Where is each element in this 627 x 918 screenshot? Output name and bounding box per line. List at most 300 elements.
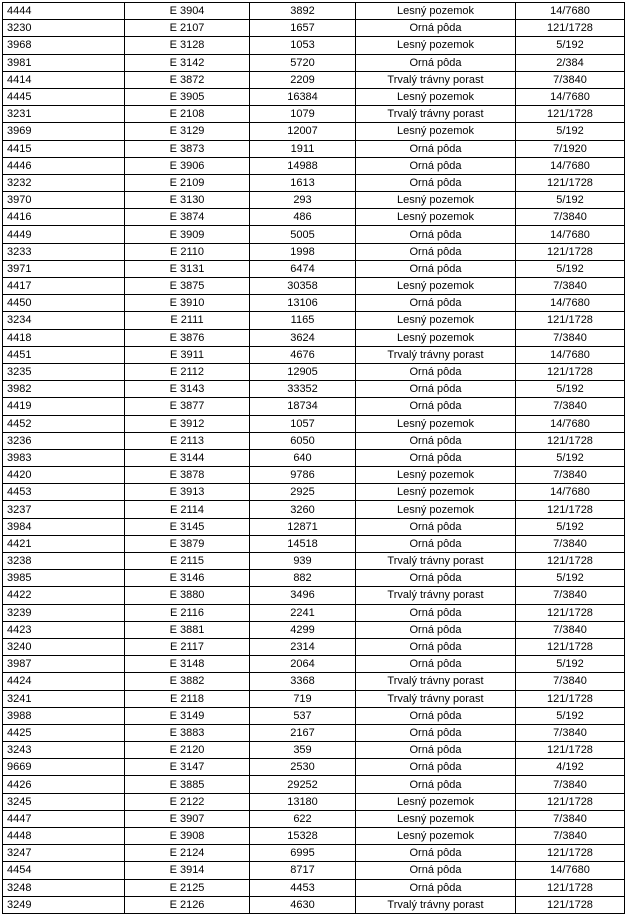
- share-cell: 7/3840: [516, 810, 625, 827]
- land-type-cell: Lesný pozemok: [356, 123, 516, 140]
- table-row: [3, 226, 625, 243]
- land-type-cell: Orná pôda: [356, 879, 516, 896]
- parcel-number-cell: 4454: [3, 862, 125, 879]
- table-row: [3, 776, 625, 793]
- parcel-id-cell: E 3872: [125, 71, 250, 88]
- land-type-cell: Lesný pozemok: [356, 312, 516, 329]
- share-cell: 5/192: [516, 656, 625, 673]
- land-type-cell: Lesný pozemok: [356, 278, 516, 295]
- area-cell: 15328: [250, 828, 356, 845]
- land-type-cell: Orná pôda: [356, 621, 516, 638]
- parcel-number-cell: 4448: [3, 828, 125, 845]
- parcel-number-cell: 3985: [3, 570, 125, 587]
- parcel-id-cell: E 3880: [125, 587, 250, 604]
- table-row: [3, 879, 625, 896]
- share-cell: 121/1728: [516, 432, 625, 449]
- area-cell: 5720: [250, 54, 356, 71]
- share-cell: 7/3840: [516, 535, 625, 552]
- share-cell: 14/7680: [516, 157, 625, 174]
- parcel-id-cell: E 3914: [125, 862, 250, 879]
- table-row: [3, 656, 625, 673]
- parcel-number-cell: 3982: [3, 381, 125, 398]
- area-cell: 4453: [250, 879, 356, 896]
- share-cell: 121/1728: [516, 690, 625, 707]
- share-cell: 7/3840: [516, 71, 625, 88]
- table-row: [3, 793, 625, 810]
- table-row: [3, 845, 625, 862]
- area-cell: 3892: [250, 3, 356, 20]
- table-row: [3, 724, 625, 741]
- parcel-id-cell: E 3913: [125, 484, 250, 501]
- land-type-cell: Orná pôda: [356, 174, 516, 191]
- parcel-number-cell: 4453: [3, 484, 125, 501]
- land-type-cell: Lesný pozemok: [356, 415, 516, 432]
- area-cell: 4630: [250, 896, 356, 913]
- land-type-cell: Orná pôda: [356, 20, 516, 37]
- parcel-id-cell: E 3911: [125, 346, 250, 363]
- parcel-number-cell: 3970: [3, 192, 125, 209]
- land-type-cell: Trvalý trávny porast: [356, 673, 516, 690]
- parcel-id-cell: E 3129: [125, 123, 250, 140]
- table-row: [3, 37, 625, 54]
- parcel-id-cell: E 3147: [125, 759, 250, 776]
- parcel-number-cell: 4421: [3, 535, 125, 552]
- table-row: [3, 3, 625, 20]
- area-cell: 3496: [250, 587, 356, 604]
- parcel-id-cell: E 3910: [125, 295, 250, 312]
- table-row: [3, 810, 625, 827]
- area-cell: 16384: [250, 88, 356, 105]
- area-cell: 3260: [250, 501, 356, 518]
- land-type-cell: Lesný pozemok: [356, 467, 516, 484]
- land-type-cell: Orná pôda: [356, 742, 516, 759]
- area-cell: 12871: [250, 518, 356, 535]
- parcel-number-cell: 3239: [3, 604, 125, 621]
- land-type-cell: Orná pôda: [356, 724, 516, 741]
- table-row: [3, 828, 625, 845]
- parcel-id-cell: E 2122: [125, 793, 250, 810]
- share-cell: 121/1728: [516, 20, 625, 37]
- parcel-number-cell: 3988: [3, 707, 125, 724]
- parcel-number-cell: 4418: [3, 329, 125, 346]
- parcel-number-cell: 4450: [3, 295, 125, 312]
- table-row: [3, 467, 625, 484]
- table-row: [3, 192, 625, 209]
- parcel-number-cell: 3969: [3, 123, 125, 140]
- parcel-id-cell: E 2126: [125, 896, 250, 913]
- share-cell: 121/1728: [516, 106, 625, 123]
- parcel-id-cell: E 2124: [125, 845, 250, 862]
- share-cell: 121/1728: [516, 896, 625, 913]
- area-cell: 1911: [250, 140, 356, 157]
- parcel-id-cell: E 3878: [125, 467, 250, 484]
- parcel-id-cell: E 2113: [125, 432, 250, 449]
- parcel-number-cell: 4425: [3, 724, 125, 741]
- land-type-cell: Orná pôda: [356, 260, 516, 277]
- share-cell: 121/1728: [516, 501, 625, 518]
- table-row: [3, 862, 625, 879]
- share-cell: 7/3840: [516, 587, 625, 604]
- area-cell: 29252: [250, 776, 356, 793]
- parcel-number-cell: 3236: [3, 432, 125, 449]
- area-cell: 1613: [250, 174, 356, 191]
- area-cell: 1657: [250, 20, 356, 37]
- parcel-id-cell: E 3909: [125, 226, 250, 243]
- share-cell: 121/1728: [516, 363, 625, 380]
- table-row: [3, 432, 625, 449]
- share-cell: 7/3840: [516, 621, 625, 638]
- share-cell: 121/1728: [516, 312, 625, 329]
- land-type-cell: Lesný pozemok: [356, 793, 516, 810]
- share-cell: 5/192: [516, 570, 625, 587]
- area-cell: 13106: [250, 295, 356, 312]
- share-cell: 14/7680: [516, 484, 625, 501]
- parcel-number-cell: 3237: [3, 501, 125, 518]
- parcel-number-cell: 3230: [3, 20, 125, 37]
- parcel-id-cell: E 3130: [125, 192, 250, 209]
- parcel-number-cell: 3971: [3, 260, 125, 277]
- share-cell: 7/1920: [516, 140, 625, 157]
- land-type-cell: Orná pôda: [356, 604, 516, 621]
- land-type-cell: Orná pôda: [356, 140, 516, 157]
- parcel-number-cell: 3248: [3, 879, 125, 896]
- land-type-cell: Orná pôda: [356, 862, 516, 879]
- table-row: [3, 363, 625, 380]
- table-row: [3, 381, 625, 398]
- land-type-cell: Orná pôda: [356, 845, 516, 862]
- table-row: [3, 501, 625, 518]
- land-type-cell: Orná pôda: [356, 295, 516, 312]
- parcel-id-cell: E 3882: [125, 673, 250, 690]
- parcel-id-cell: E 2112: [125, 363, 250, 380]
- land-type-cell: Orná pôda: [356, 570, 516, 587]
- table-row: [3, 673, 625, 690]
- share-cell: 14/7680: [516, 862, 625, 879]
- table-row: [3, 742, 625, 759]
- land-type-cell: Trvalý trávny porast: [356, 896, 516, 913]
- share-cell: 7/3840: [516, 278, 625, 295]
- parcel-table-body: [3, 3, 625, 914]
- parcel-number-cell: 3984: [3, 518, 125, 535]
- share-cell: 14/7680: [516, 226, 625, 243]
- table-row: [3, 329, 625, 346]
- parcel-id-cell: E 3905: [125, 88, 250, 105]
- land-type-cell: Orná pôda: [356, 449, 516, 466]
- area-cell: 13180: [250, 793, 356, 810]
- share-cell: 5/192: [516, 518, 625, 535]
- table-row: [3, 260, 625, 277]
- table-row: [3, 54, 625, 71]
- share-cell: 121/1728: [516, 604, 625, 621]
- land-type-cell: Trvalý trávny porast: [356, 106, 516, 123]
- land-type-cell: Trvalý trávny porast: [356, 71, 516, 88]
- area-cell: 5005: [250, 226, 356, 243]
- parcel-number-cell: 4417: [3, 278, 125, 295]
- parcel-id-cell: E 2125: [125, 879, 250, 896]
- parcel-id-cell: E 3907: [125, 810, 250, 827]
- parcel-number-cell: 4445: [3, 88, 125, 105]
- share-cell: 121/1728: [516, 845, 625, 862]
- parcel-id-cell: E 2120: [125, 742, 250, 759]
- parcel-number-cell: 4424: [3, 673, 125, 690]
- parcel-id-cell: E 3875: [125, 278, 250, 295]
- area-cell: 939: [250, 553, 356, 570]
- land-type-cell: Orná pôda: [356, 243, 516, 260]
- area-cell: 3368: [250, 673, 356, 690]
- share-cell: 7/3840: [516, 673, 625, 690]
- parcel-id-cell: E 3906: [125, 157, 250, 174]
- area-cell: 719: [250, 690, 356, 707]
- parcel-id-cell: E 2114: [125, 501, 250, 518]
- parcel-id-cell: E 3128: [125, 37, 250, 54]
- table-row: [3, 278, 625, 295]
- area-cell: 359: [250, 742, 356, 759]
- share-cell: 121/1728: [516, 174, 625, 191]
- parcel-number-cell: 3238: [3, 553, 125, 570]
- land-type-cell: Orná pôda: [356, 381, 516, 398]
- table-row: [3, 123, 625, 140]
- land-type-cell: Lesný pozemok: [356, 88, 516, 105]
- parcel-table: [2, 2, 625, 914]
- share-cell: 2/384: [516, 54, 625, 71]
- parcel-id-cell: E 2116: [125, 604, 250, 621]
- area-cell: 18734: [250, 398, 356, 415]
- table-row: [3, 570, 625, 587]
- land-type-cell: Orná pôda: [356, 398, 516, 415]
- parcel-id-cell: E 2107: [125, 20, 250, 37]
- parcel-number-cell: 4420: [3, 467, 125, 484]
- table-row: [3, 346, 625, 363]
- area-cell: 1053: [250, 37, 356, 54]
- parcel-number-cell: 3241: [3, 690, 125, 707]
- parcel-id-cell: E 3873: [125, 140, 250, 157]
- parcel-id-cell: E 3877: [125, 398, 250, 415]
- area-cell: 4676: [250, 346, 356, 363]
- parcel-id-cell: E 2115: [125, 553, 250, 570]
- parcel-number-cell: 4452: [3, 415, 125, 432]
- area-cell: 8717: [250, 862, 356, 879]
- share-cell: 5/192: [516, 123, 625, 140]
- area-cell: 30358: [250, 278, 356, 295]
- parcel-id-cell: E 3143: [125, 381, 250, 398]
- parcel-id-cell: E 2108: [125, 106, 250, 123]
- table-row: [3, 587, 625, 604]
- area-cell: 2167: [250, 724, 356, 741]
- table-row: [3, 707, 625, 724]
- share-cell: 14/7680: [516, 346, 625, 363]
- share-cell: 7/3840: [516, 398, 625, 415]
- parcel-number-cell: 9669: [3, 759, 125, 776]
- area-cell: 2925: [250, 484, 356, 501]
- land-type-cell: Lesný pozemok: [356, 37, 516, 54]
- share-cell: 5/192: [516, 260, 625, 277]
- table-row: [3, 604, 625, 621]
- land-type-cell: Orná pôda: [356, 226, 516, 243]
- parcel-id-cell: E 2110: [125, 243, 250, 260]
- land-type-cell: Lesný pozemok: [356, 192, 516, 209]
- share-cell: 5/192: [516, 449, 625, 466]
- share-cell: 5/192: [516, 37, 625, 54]
- parcel-id-cell: E 2109: [125, 174, 250, 191]
- area-cell: 1057: [250, 415, 356, 432]
- parcel-id-cell: E 3912: [125, 415, 250, 432]
- parcel-number-cell: 3245: [3, 793, 125, 810]
- share-cell: 14/7680: [516, 295, 625, 312]
- table-row: [3, 295, 625, 312]
- table-row: [3, 518, 625, 535]
- parcel-id-cell: E 3142: [125, 54, 250, 71]
- share-cell: 7/3840: [516, 329, 625, 346]
- parcel-number-cell: 3233: [3, 243, 125, 260]
- land-type-cell: Trvalý trávny porast: [356, 690, 516, 707]
- table-row: [3, 174, 625, 191]
- table-row: [3, 415, 625, 432]
- share-cell: 121/1728: [516, 793, 625, 810]
- area-cell: 6050: [250, 432, 356, 449]
- area-cell: 33352: [250, 381, 356, 398]
- share-cell: 7/3840: [516, 828, 625, 845]
- parcel-id-cell: E 3148: [125, 656, 250, 673]
- area-cell: 3624: [250, 329, 356, 346]
- table-row: [3, 71, 625, 88]
- land-type-cell: Orná pôda: [356, 54, 516, 71]
- table-row: [3, 484, 625, 501]
- table-row: [3, 398, 625, 415]
- share-cell: 121/1728: [516, 553, 625, 570]
- area-cell: 882: [250, 570, 356, 587]
- table-row: [3, 621, 625, 638]
- land-type-cell: Orná pôda: [356, 656, 516, 673]
- area-cell: 6995: [250, 845, 356, 862]
- land-type-cell: Orná pôda: [356, 776, 516, 793]
- parcel-id-cell: E 3144: [125, 449, 250, 466]
- land-type-cell: Orná pôda: [356, 518, 516, 535]
- area-cell: 9786: [250, 467, 356, 484]
- share-cell: 14/7680: [516, 415, 625, 432]
- share-cell: 121/1728: [516, 243, 625, 260]
- land-type-cell: Lesný pozemok: [356, 484, 516, 501]
- parcel-id-cell: E 3874: [125, 209, 250, 226]
- share-cell: 14/7680: [516, 3, 625, 20]
- area-cell: 1165: [250, 312, 356, 329]
- share-cell: 5/192: [516, 707, 625, 724]
- table-row: [3, 759, 625, 776]
- share-cell: 7/3840: [516, 776, 625, 793]
- share-cell: 121/1728: [516, 742, 625, 759]
- table-row: [3, 553, 625, 570]
- parcel-id-cell: E 3149: [125, 707, 250, 724]
- parcel-id-cell: E 3146: [125, 570, 250, 587]
- land-type-cell: Trvalý trávny porast: [356, 587, 516, 604]
- table-row: [3, 106, 625, 123]
- share-cell: 14/7680: [516, 88, 625, 105]
- area-cell: 2064: [250, 656, 356, 673]
- parcel-number-cell: 4423: [3, 621, 125, 638]
- land-type-cell: Trvalý trávny porast: [356, 346, 516, 363]
- share-cell: 4/192: [516, 759, 625, 776]
- area-cell: 6474: [250, 260, 356, 277]
- parcel-number-cell: 4414: [3, 71, 125, 88]
- parcel-number-cell: 4447: [3, 810, 125, 827]
- table-row: [3, 896, 625, 913]
- parcel-number-cell: 3987: [3, 656, 125, 673]
- share-cell: 121/1728: [516, 879, 625, 896]
- parcel-number-cell: 3240: [3, 638, 125, 655]
- parcel-id-cell: E 3879: [125, 535, 250, 552]
- table-row: [3, 140, 625, 157]
- parcel-id-cell: E 2118: [125, 690, 250, 707]
- parcel-number-cell: 3243: [3, 742, 125, 759]
- area-cell: 293: [250, 192, 356, 209]
- share-cell: 7/3840: [516, 209, 625, 226]
- parcel-id-cell: E 3908: [125, 828, 250, 845]
- land-type-cell: Orná pôda: [356, 432, 516, 449]
- parcel-id-cell: E 2111: [125, 312, 250, 329]
- land-type-cell: Lesný pozemok: [356, 828, 516, 845]
- parcel-id-cell: E 2117: [125, 638, 250, 655]
- parcel-id-cell: E 3881: [125, 621, 250, 638]
- table-row: [3, 535, 625, 552]
- land-type-cell: Orná pôda: [356, 707, 516, 724]
- table-row: [3, 312, 625, 329]
- land-type-cell: Orná pôda: [356, 759, 516, 776]
- table-row: [3, 449, 625, 466]
- table-row: [3, 209, 625, 226]
- land-type-cell: Lesný pozemok: [356, 501, 516, 518]
- land-type-cell: Lesný pozemok: [356, 209, 516, 226]
- area-cell: 2314: [250, 638, 356, 655]
- parcel-number-cell: 3981: [3, 54, 125, 71]
- parcel-id-cell: E 3885: [125, 776, 250, 793]
- area-cell: 2530: [250, 759, 356, 776]
- table-row: [3, 638, 625, 655]
- land-type-cell: Orná pôda: [356, 638, 516, 655]
- parcel-id-cell: E 3131: [125, 260, 250, 277]
- area-cell: 486: [250, 209, 356, 226]
- parcel-number-cell: 3249: [3, 896, 125, 913]
- parcel-id-cell: E 3883: [125, 724, 250, 741]
- area-cell: 640: [250, 449, 356, 466]
- area-cell: 1998: [250, 243, 356, 260]
- land-type-cell: Lesný pozemok: [356, 810, 516, 827]
- table-row: [3, 88, 625, 105]
- parcel-number-cell: 3231: [3, 106, 125, 123]
- table-row: [3, 157, 625, 174]
- area-cell: 2209: [250, 71, 356, 88]
- land-type-cell: Trvalý trávny porast: [356, 553, 516, 570]
- share-cell: 7/3840: [516, 467, 625, 484]
- parcel-number-cell: 4451: [3, 346, 125, 363]
- parcel-number-cell: 4419: [3, 398, 125, 415]
- land-type-cell: Lesný pozemok: [356, 329, 516, 346]
- parcel-number-cell: 4422: [3, 587, 125, 604]
- area-cell: 537: [250, 707, 356, 724]
- parcel-number-cell: 4449: [3, 226, 125, 243]
- parcel-number-cell: 3235: [3, 363, 125, 380]
- area-cell: 12007: [250, 123, 356, 140]
- parcel-number-cell: 3983: [3, 449, 125, 466]
- parcel-number-cell: 3232: [3, 174, 125, 191]
- parcel-number-cell: 3968: [3, 37, 125, 54]
- table-row: [3, 20, 625, 37]
- parcel-number-cell: 3247: [3, 845, 125, 862]
- table-row: [3, 690, 625, 707]
- parcel-id-cell: E 3904: [125, 3, 250, 20]
- area-cell: 4299: [250, 621, 356, 638]
- parcel-id-cell: E 3876: [125, 329, 250, 346]
- parcel-number-cell: 3234: [3, 312, 125, 329]
- area-cell: 2241: [250, 604, 356, 621]
